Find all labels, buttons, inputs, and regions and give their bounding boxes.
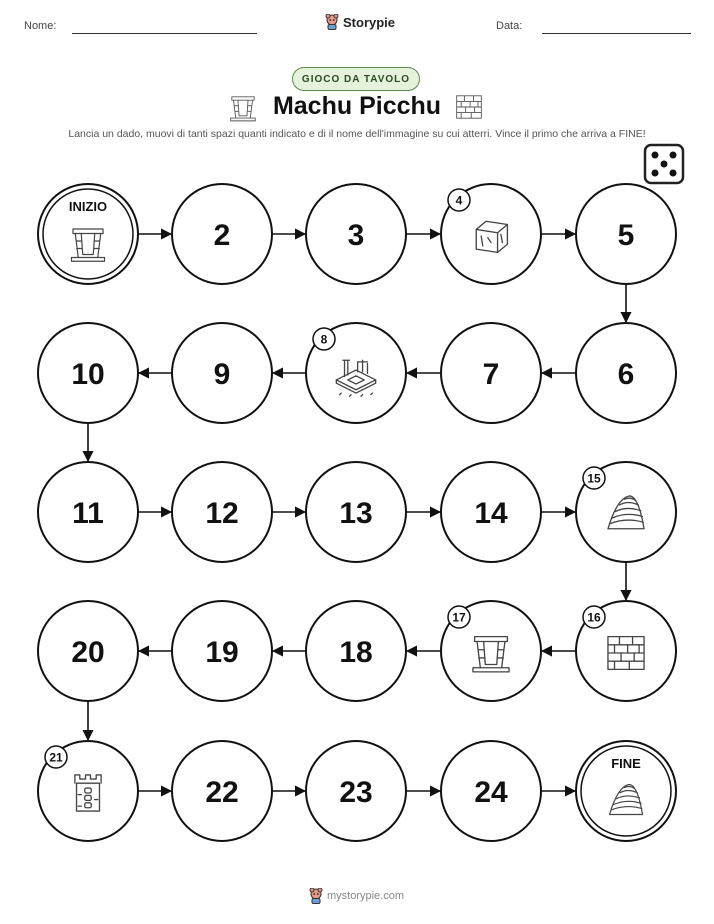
cell-number: 8 bbox=[320, 332, 328, 347]
board-cell-14 bbox=[441, 462, 541, 562]
cell-number: 12 bbox=[205, 497, 239, 530]
board-cell-23 bbox=[306, 741, 406, 841]
cell-number: 5 bbox=[617, 219, 635, 252]
brand-name: Storypie bbox=[343, 14, 396, 30]
board-cell-17 bbox=[441, 601, 541, 701]
board-cell-25 bbox=[576, 741, 676, 841]
instructions-text: Lancia un dado, muovi di tanti spazi quanti indicato e di il nome dell'immagine su cui atterri. Vince il primo che arriva a FINE! bbox=[68, 128, 646, 140]
cell-number: 4 bbox=[455, 193, 463, 208]
cell-number: 7 bbox=[482, 358, 500, 391]
board-cell-3 bbox=[306, 184, 406, 284]
board-cell-19 bbox=[172, 601, 272, 701]
board-cell-6 bbox=[576, 323, 676, 423]
cell-number: 17 bbox=[452, 610, 466, 625]
board-cell-18 bbox=[306, 601, 406, 701]
board-cell-4 bbox=[441, 184, 541, 284]
board-cell-9 bbox=[172, 323, 272, 423]
board-cell-2 bbox=[172, 184, 272, 284]
cell-number: 23 bbox=[339, 776, 373, 809]
board-cell-15 bbox=[576, 462, 676, 562]
page-title: Machu Picchu bbox=[272, 92, 442, 120]
board-cell-24 bbox=[441, 741, 541, 841]
cell-number: 2 bbox=[213, 219, 231, 252]
category-badge: GIOCO DA TAVOLO bbox=[292, 67, 420, 91]
mascot-icon bbox=[309, 888, 323, 904]
cell-number: 3 bbox=[347, 219, 365, 252]
cell-number: 9 bbox=[213, 358, 231, 391]
cell-number: 6 bbox=[617, 358, 635, 391]
board-cell-21 bbox=[38, 741, 138, 841]
board-cell-12 bbox=[172, 462, 272, 562]
start-label: INIZIO bbox=[68, 199, 108, 214]
footer-url: mystorypie.com bbox=[327, 890, 405, 902]
name-label: Nome: bbox=[24, 20, 57, 32]
cell-number: 19 bbox=[205, 636, 239, 669]
board-cell-22 bbox=[172, 741, 272, 841]
cell-number: 11 bbox=[72, 497, 104, 530]
cell-number: 20 bbox=[71, 636, 105, 669]
cell-number: 18 bbox=[339, 636, 373, 669]
cell-number: 21 bbox=[49, 750, 63, 765]
board-cell-13 bbox=[306, 462, 406, 562]
cell-number: 14 bbox=[474, 497, 508, 530]
cell-number: 13 bbox=[339, 497, 373, 530]
cell-number: 16 bbox=[587, 610, 601, 625]
board-cell-8 bbox=[306, 323, 406, 423]
board-cell-5 bbox=[576, 184, 676, 284]
board-cell-11 bbox=[38, 462, 138, 562]
cell-number: 24 bbox=[474, 776, 508, 809]
board-cell-1 bbox=[38, 184, 138, 284]
cell-number: 22 bbox=[205, 776, 239, 809]
board-cell-16 bbox=[576, 601, 676, 701]
board-cell-7 bbox=[441, 323, 541, 423]
cell-number: 10 bbox=[71, 358, 105, 391]
end-label: FINE bbox=[611, 756, 641, 771]
board-cell-20 bbox=[38, 601, 138, 701]
date-label: Data: bbox=[496, 20, 523, 32]
cell-number: 15 bbox=[587, 471, 601, 486]
board-cell-10 bbox=[38, 323, 138, 423]
footer bbox=[309, 888, 404, 904]
